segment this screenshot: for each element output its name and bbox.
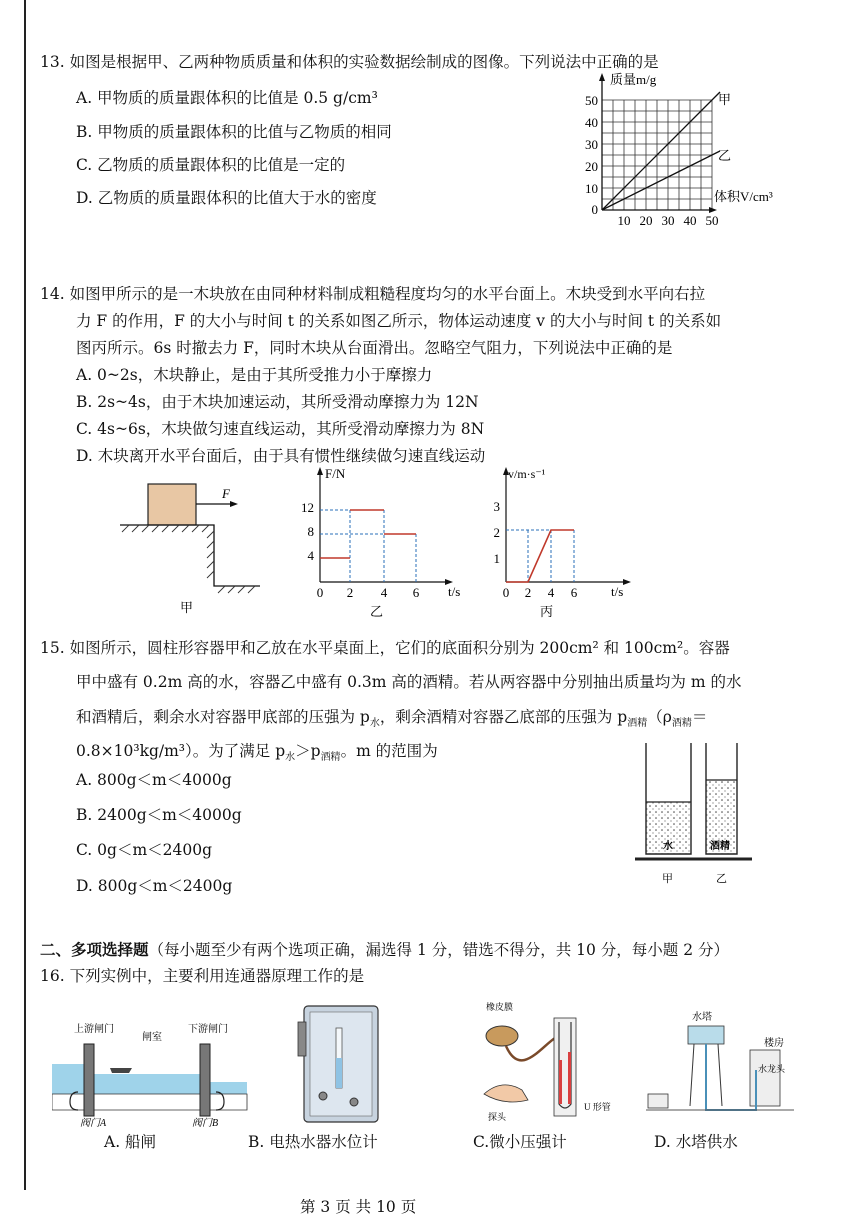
tap-label: 水龙头 <box>758 1064 786 1074</box>
q15-option-d[interactable]: D. 800g＜m＜2400g <box>76 877 233 895</box>
q13-ytick: 50 <box>585 93 598 108</box>
q14-stem-line3: 图丙所示。6s 时撤去力 F，同时木块从台面滑出。忽略空气阻力，下列说法中正确的是 <box>76 339 673 357</box>
fig-bing-caption: 丙 <box>540 604 554 619</box>
q16-option-a[interactable]: A. 船闸 <box>104 1133 157 1151</box>
q13-xlabel: 体积V/cm³ <box>714 189 773 204</box>
yi-xtick: 0 <box>316 585 324 600</box>
table-surface <box>120 525 260 586</box>
q15-stem-line3: 和酒精后，剩余水对容器甲底部的压强为 $p_水$，剩余酒精对容器乙底部的压强为 $p_{酒精}(\rho_{酒精}=$ <box>76 708 708 730</box>
caption-yi: 乙 <box>716 873 727 885</box>
q15-stem-line1: 15. 如图所示，圆柱形容器甲和乙放在水平桌面上，它们的底面积分别为 200cm² 和 100cm²。容器 <box>40 639 730 657</box>
bing-xtick: 0 <box>502 585 510 600</box>
valve-a-label: 阀门A <box>80 1118 107 1129</box>
q14-fig-bing <box>476 464 651 624</box>
membrane-label: 橡皮膜 <box>486 1002 514 1012</box>
ship-icon <box>110 1068 132 1073</box>
q13-ytick: 20 <box>585 159 598 174</box>
q16-option-c[interactable]: C.微小压强计 <box>473 1133 567 1151</box>
q16-option-d[interactable]: D. 水塔供水 <box>654 1133 738 1151</box>
q14-option-a[interactable]: A. 0~2s，木块静止，是由于其所受推力小于摩擦力 <box>76 366 433 384</box>
q13-ytick: 30 <box>585 137 598 152</box>
bing-ytick: 1 <box>493 551 500 566</box>
q13-y-arrow <box>599 73 605 81</box>
chamber-label: 闸室 <box>142 1032 162 1043</box>
bing-ytick: 3 <box>493 499 500 514</box>
bing-velocity-line <box>506 530 574 582</box>
q16-fig-water-heater <box>290 998 400 1128</box>
q13-label-jia: 甲 <box>718 92 732 107</box>
q13-ytick: 0 <box>591 202 598 217</box>
wood-block <box>148 484 196 525</box>
q16-fig-pressure-gauge <box>470 998 620 1123</box>
chamber-water <box>92 1074 202 1094</box>
section2-header <box>40 938 729 960</box>
q13-option-c[interactable]: C. 乙物质的质量跟体积的比值是一定的 <box>76 156 346 174</box>
q13-ytick: 10 <box>585 181 598 196</box>
bing-xlabel: t/s <box>611 584 624 599</box>
upper-gate <box>84 1044 94 1116</box>
supply-pipe <box>706 1070 756 1110</box>
building <box>750 1050 780 1106</box>
q13-stem: 13. 如图是根据甲、乙两种物质质量和体积的实验数据绘制成的图像。下列说法中正确的是 <box>40 53 659 71</box>
yi-xtick: 2 <box>346 585 354 600</box>
yi-xtick: 4 <box>380 585 388 600</box>
q14-option-d[interactable]: D. 木块离开水平台面后，由于具有惯性继续做匀速直线运动 <box>76 447 486 465</box>
q16-fig-water-tower <box>646 1010 796 1118</box>
yi-xlabel: t/s <box>448 584 461 599</box>
q15-option-c[interactable]: C. 0g＜m＜2400g <box>76 841 213 859</box>
q13-ylabel: 质量m/g <box>610 72 657 87</box>
q13-label-yi: 乙 <box>718 148 732 163</box>
water-tank <box>688 1026 724 1044</box>
yi-ytick: 8 <box>307 524 314 539</box>
q14-stem-line2: 力 F 的作用，F 的大小与时间 t 的关系如图乙所示，物体运动速度 v 的大小与时间 t 的关系如 <box>76 312 722 330</box>
fig-yi-caption: 乙 <box>370 604 384 619</box>
probe-label: 探头 <box>488 1112 507 1122</box>
page-footer: 第 3 页 共 10 页 <box>300 1198 417 1216</box>
q14-fig-jia <box>110 470 260 618</box>
q13-line-yi <box>602 151 720 210</box>
yi-ylabel: F/N <box>325 466 346 481</box>
bing-ylabel: v/m·s⁻¹ <box>508 467 546 481</box>
bing-xtick: 6 <box>570 585 578 600</box>
label-alcohol: 酒精 <box>710 841 730 852</box>
yi-xtick: 6 <box>412 585 420 600</box>
valve-b-label: 阀门B <box>192 1118 219 1129</box>
q16-fig-ship-lock <box>52 1018 252 1130</box>
tower-label: 水塔 <box>692 1012 712 1023</box>
yi-ytick: 12 <box>301 500 314 515</box>
bing-xtick: 4 <box>547 585 555 600</box>
q13-option-a[interactable]: A. 甲物质的质量跟体积的比值是 0.5 g/cm³ <box>76 89 378 107</box>
q13-xtick: 40 <box>683 213 697 228</box>
hand-icon <box>484 1085 528 1102</box>
q16-stem: 16. 下列实例中，主要利用连通器原理工作的是 <box>40 967 365 985</box>
q13-xtick: 10 <box>617 213 631 228</box>
q15-stem-line4: 0.8×10³kg/m³）。为了满足 $p_水>p_{酒精}$。m 的范围为 <box>76 742 438 764</box>
u-tube-board <box>554 1018 576 1116</box>
q13-xtick: 30 <box>661 213 675 228</box>
yi-ytick: 4 <box>307 548 314 563</box>
force-arrowhead <box>230 501 238 507</box>
q15-option-b[interactable]: B. 2400g＜m＜4000g <box>76 806 242 824</box>
section2-heading: 二、多项选择题 <box>40 940 149 959</box>
q14-option-b[interactable]: B. 2s~4s，由于木块加速运动，其所受滑动摩擦力为 12N <box>76 393 479 411</box>
q15-containers-fig <box>630 738 755 888</box>
q15-option-a[interactable]: A. 800g＜m＜4000g <box>76 771 232 789</box>
q14-option-c[interactable]: C. 4s~6s，木块做匀速直线运动，其所受滑动摩擦力为 8N <box>76 420 485 438</box>
bing-ytick: 2 <box>493 525 500 540</box>
q15-stem-line2: 甲中盛有 0.2m 高的水，容器乙中盛有 0.3m 高的酒精。若从两容器中分别抽出质量均为 m 的水 <box>76 673 742 691</box>
binding-line <box>24 0 26 1190</box>
label-water: 水 <box>663 841 673 852</box>
q13-line-jia <box>602 92 720 210</box>
lower-gate-label: 下游闸门 <box>188 1024 228 1035</box>
q13-ytick: 40 <box>585 115 598 130</box>
q14-fig-yi <box>298 464 473 624</box>
q13-option-b[interactable]: B. 甲物质的质量跟体积的比值与乙物质的相同 <box>76 123 392 141</box>
building-label: 楼房 <box>764 1038 784 1049</box>
q13-xtick: 20 <box>639 213 653 228</box>
q13-option-d[interactable]: D. 乙物质的质量跟体积的比值大于水的密度 <box>76 189 377 207</box>
upper-gate-label: 上游闸门 <box>74 1024 114 1035</box>
q16-option-b[interactable]: B. 电热水器水位计 <box>248 1133 378 1151</box>
force-label: F <box>222 486 230 501</box>
outlet-pipe <box>319 1092 327 1100</box>
q14-stem-line1: 14. 如图甲所示的是一木块放在由同种材料制成粗糙程度均匀的水平台面上。木块受到水平向右拉 <box>40 285 706 303</box>
q13-xtick: 50 <box>705 213 719 228</box>
probe-membrane <box>486 1026 518 1046</box>
section2-note: （每小题至少有两个选项正确，漏选得 1 分，错选不得分，共 10 分，每小题 2 分） <box>148 941 730 959</box>
q13-mass-volume-graph <box>572 70 802 235</box>
lower-gate <box>200 1044 210 1116</box>
yi-guides <box>320 510 416 582</box>
table-hatching <box>122 525 255 593</box>
u-tube-label: U 形管 <box>584 1102 611 1112</box>
fig-jia-caption: 甲 <box>180 600 194 615</box>
bing-xtick: 2 <box>524 585 532 600</box>
caption-jia: 甲 <box>662 873 673 885</box>
